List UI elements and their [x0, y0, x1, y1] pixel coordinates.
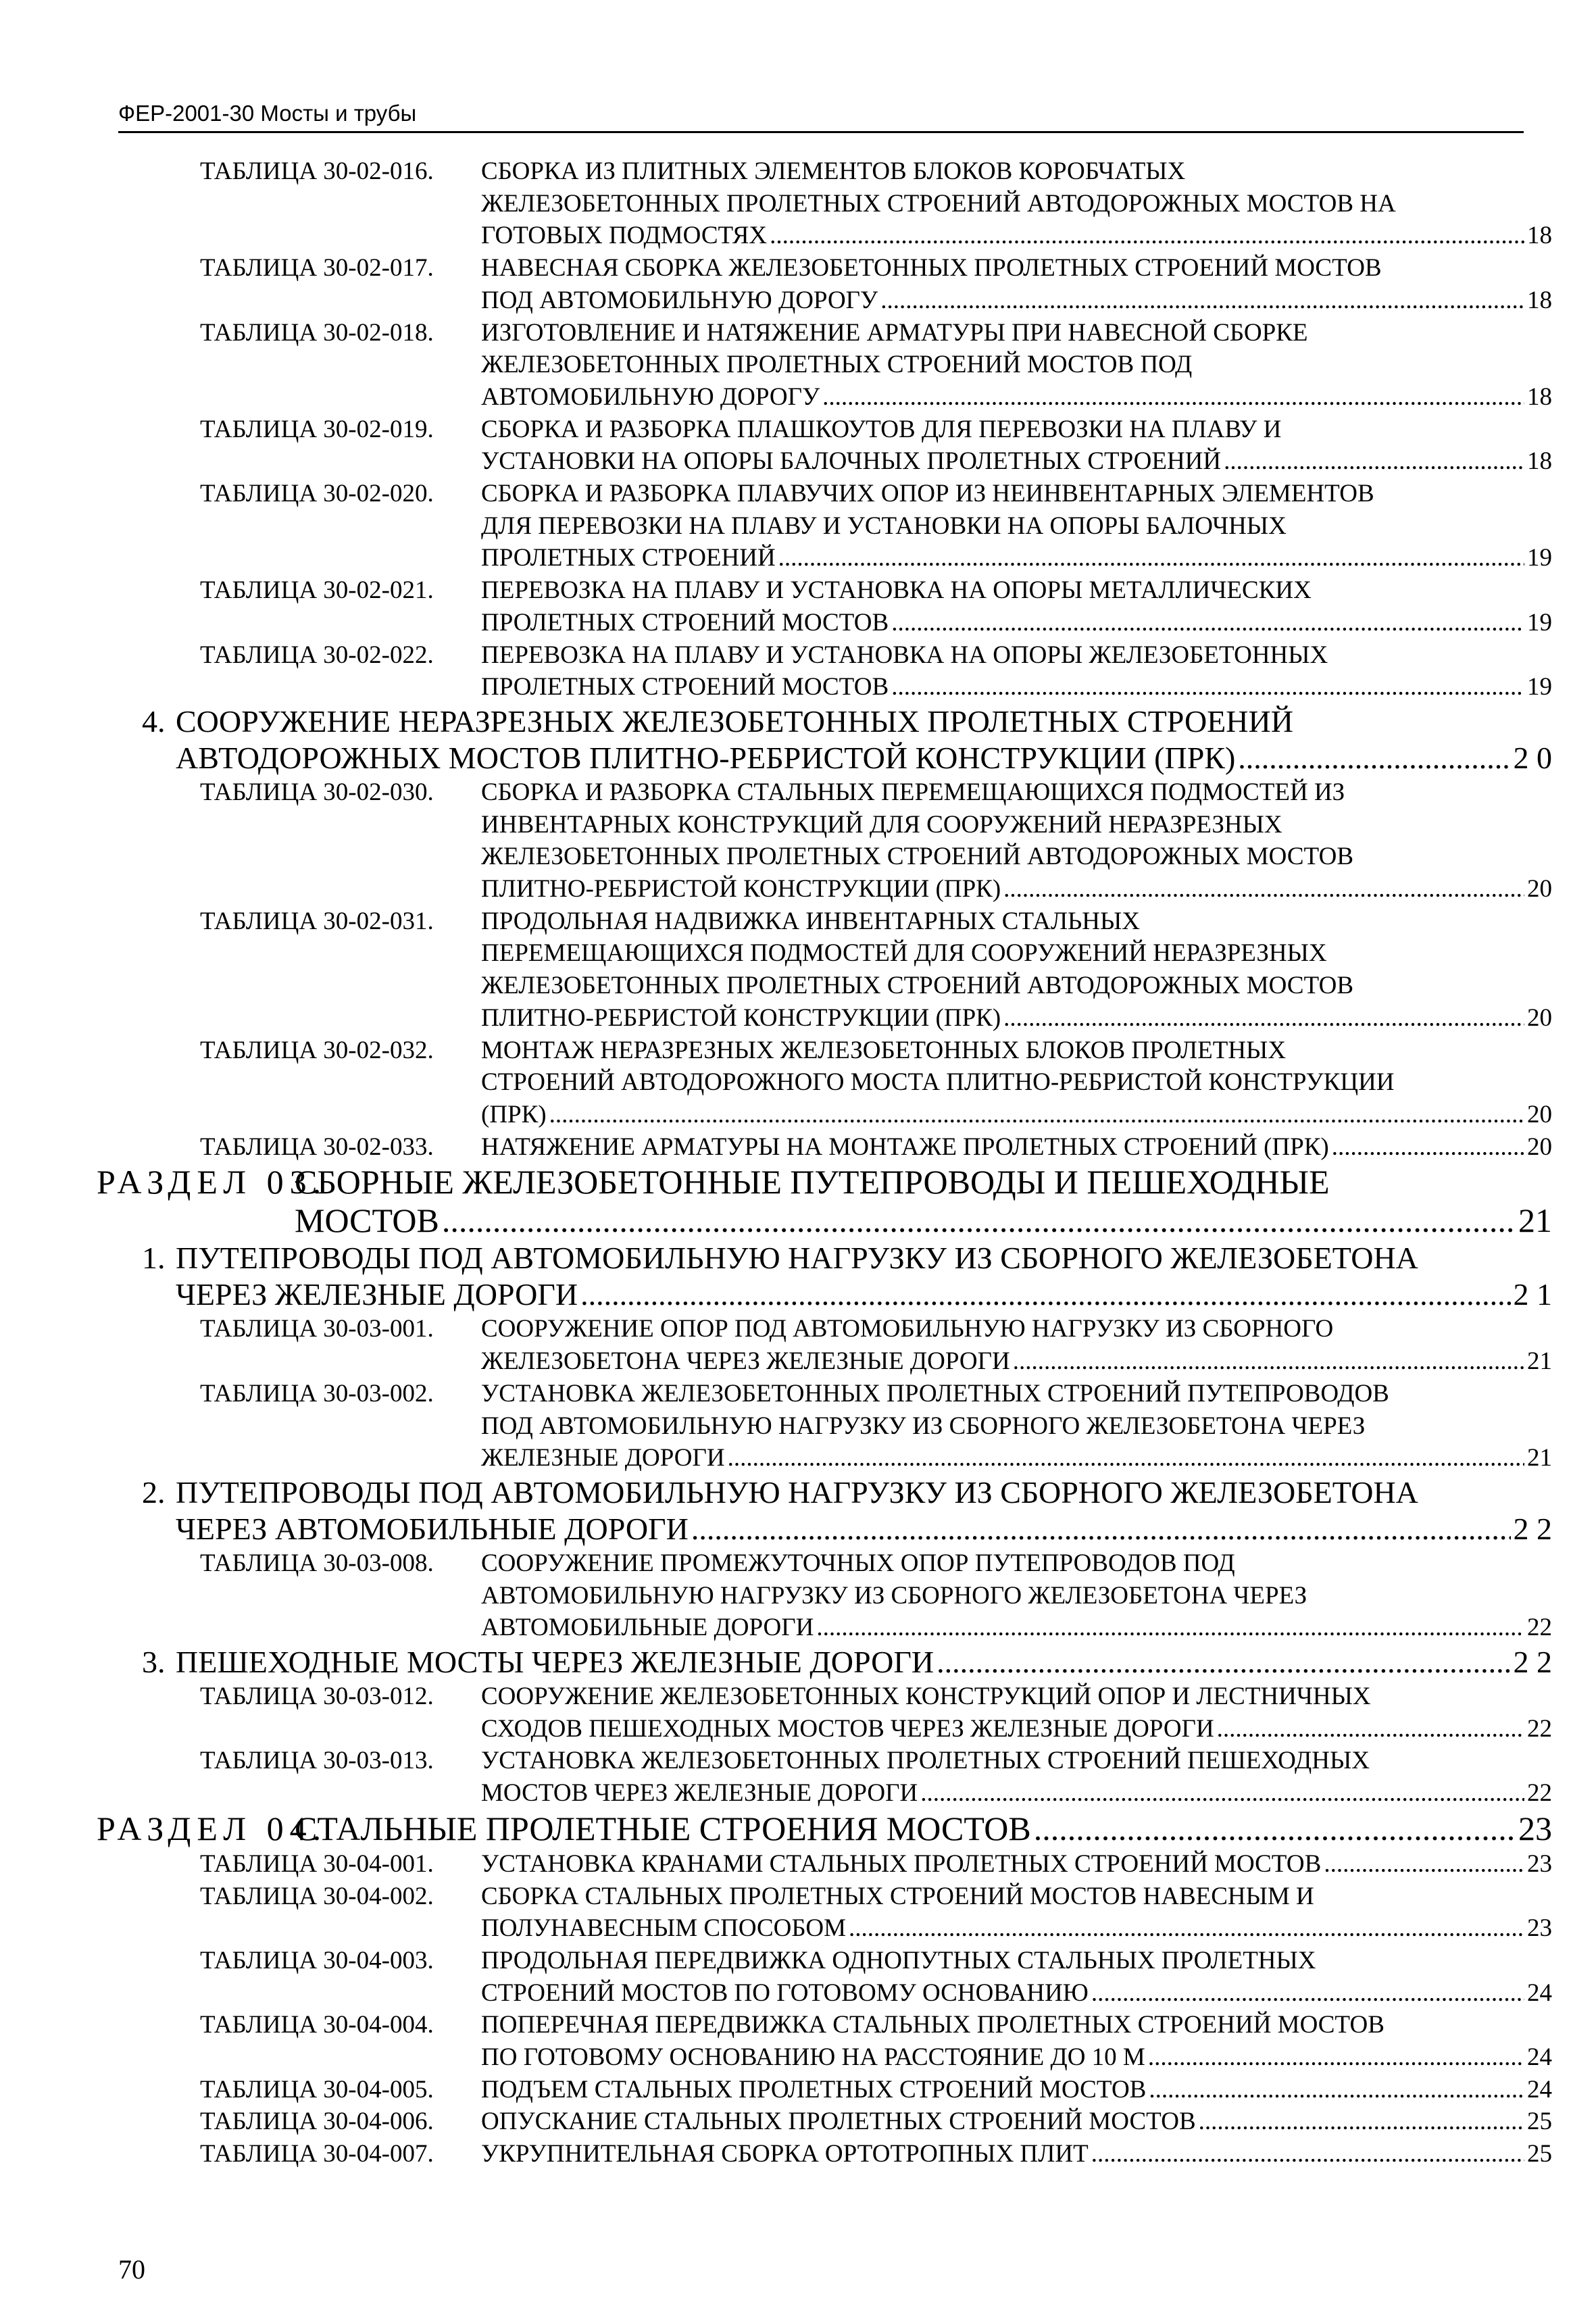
entry-page-number: 2 1 [1513, 1277, 1552, 1312]
dot-leader [1013, 1345, 1524, 1378]
entry-leader-line [481, 1777, 1552, 1810]
entry-label: ТАБЛИЦА 30-02-018. [200, 318, 434, 347]
entry-page-number: 18 [1527, 447, 1552, 476]
entry-page-number: 25 [1527, 2108, 1552, 2136]
table-of-contents [0, 155, 1596, 2170]
entry-page-number: 24 [1527, 2043, 1552, 2072]
toc-table-entry [0, 905, 1552, 1035]
entry-title-line: СБОРКА ИЗ ПЛИТНЫХ ЭЛЕМЕНТОВ БЛОКОВ КОРОБЧАТЫХ [481, 157, 1186, 185]
toc-table-entry [0, 639, 1552, 703]
entry-title-line: АВТОМОБИЛЬНУЮ ДОРОГУ [481, 382, 820, 411]
entry-title-line: ОПУСКАНИЕ СТАЛЬНЫХ ПРОЛЕТНЫХ СТРОЕНИЙ МОСТОВ [481, 2108, 1196, 2136]
entry-page-number: 23 [1527, 1849, 1552, 1878]
dot-leader [880, 284, 1524, 317]
toc-table-entry [0, 1035, 1552, 1131]
entry-label: ТАБЛИЦА 30-03-012. [200, 1683, 434, 1711]
entry-leader-line [481, 2074, 1552, 2106]
entry-page-number: 22 [1527, 1714, 1552, 1743]
entry-leader-line [481, 445, 1552, 478]
entry-title-line: ПУТЕПРОВОДЫ ПОД АВТОМОБИЛЬНУЮ НАГРУЗКУ ИЗ СБОРНОГО ЖЕЛЕЗОБЕТОНА [176, 1474, 1418, 1510]
entry-page-number: 22 [1527, 1779, 1552, 1808]
dot-leader [1324, 1848, 1524, 1881]
dot-leader [937, 1644, 1510, 1681]
dot-leader [849, 1912, 1524, 1945]
entry-title-line: ЖЕЛЕЗНЫЕ ДОРОГИ [481, 1444, 725, 1472]
dot-leader [1238, 740, 1510, 776]
dot-leader [549, 1099, 1524, 1131]
dot-leader [1217, 1713, 1524, 1745]
entry-page-number: 2 0 [1513, 740, 1552, 775]
dot-leader [1034, 1810, 1516, 1848]
entry-page-number: 22 [1527, 1614, 1552, 1642]
entry-label: ТАБЛИЦА 30-02-021. [200, 576, 434, 605]
entry-title-line: СООРУЖЕНИЕ ОПОР ПОД АВТОМОБИЛЬНУЮ НАГРУЗКУ ИЗ СБОРНОГО [481, 1315, 1334, 1343]
entry-title-line: АВТОДОРОЖНЫХ МОСТОВ ПЛИТНО-РЕБРИСТОЙ КОНСТРУКЦИИ (ПРК) [176, 740, 1236, 775]
dot-leader [1091, 1977, 1524, 2010]
entry-title-line: ПРОЛЕТНЫХ СТРОЕНИЙ МОСТОВ [481, 673, 889, 701]
entry-leader-line [481, 1345, 1552, 1378]
entry-label: ТАБЛИЦА 30-04-004. [200, 2011, 434, 2039]
entry-title-line: ЖЕЛЕЗОБЕТОННЫХ ПРОЛЕТНЫХ СТРОЕНИЙ МОСТОВ ПОД [481, 351, 1193, 379]
dot-leader [770, 220, 1524, 252]
entry-title-line: СООРУЖЕНИЕ ПРОМЕЖУТОЧНЫХ ОПОР ПУТЕПРОВОДОВ ПОД [481, 1549, 1235, 1577]
entry-title-line: ЖЕЛЕЗОБЕТОННЫХ ПРОЛЕТНЫХ СТРОЕНИЙ АВТОДОРОЖНЫХ МОСТОВ [481, 843, 1354, 871]
dot-leader [1003, 1002, 1524, 1035]
entry-label: ТАБЛИЦА 30-02-022. [200, 641, 434, 669]
running-header: ФЕР-2001-30 Мосты и трубы [118, 100, 1524, 133]
entry-leader-line [481, 1099, 1552, 1131]
entry-label: ТАБЛИЦА 30-03-008. [200, 1549, 434, 1577]
toc-table-entry [0, 2106, 1552, 2138]
entry-title-line: ИНВЕНТАРНЫХ КОНСТРУКЦИЙ ДЛЯ СООРУЖЕНИЙ НЕРАЗРЕЗНЫХ [481, 810, 1282, 839]
entry-leader-line [481, 284, 1552, 317]
entry-title-line: УКРУПНИТЕЛЬНАЯ СБОРКА ОРТОТРОПНЫХ ПЛИТ [481, 2140, 1089, 2168]
entry-title-line: СБОРКА СТАЛЬНЫХ ПРОЛЕТНЫХ СТРОЕНИЙ МОСТОВ НАВЕСНЫМ И [481, 1882, 1314, 1910]
entry-label: ТАБЛИЦА 30-04-001. [200, 1849, 434, 1878]
entry-leader-line [481, 1612, 1552, 1644]
dot-leader [1224, 445, 1524, 478]
dot-leader [1332, 1131, 1524, 1164]
entry-page-number: 23 [1518, 1809, 1552, 1847]
dot-leader [1149, 2074, 1524, 2106]
entry-title-line: ПО ГОТОВОМУ ОСНОВАНИЮ НА РАССТОЯНИЕ ДО 10 М [481, 2043, 1145, 2072]
entry-label: РАЗДЕЛ 04. [97, 1809, 328, 1847]
entry-title-line: ЧЕРЕЗ АВТОМОБИЛЬНЫЕ ДОРОГИ [176, 1511, 689, 1546]
entry-label: ТАБЛИЦА 30-02-033. [200, 1132, 434, 1161]
entry-leader-line [481, 671, 1552, 703]
toc-table-entry [0, 1681, 1552, 1745]
entry-title-line: ПРОДОЛЬНАЯ НАДВИЖКА ИНВЕНТАРНЫХ СТАЛЬНЫХ [481, 907, 1140, 935]
dot-leader [580, 1276, 1510, 1313]
entry-label: ТАБЛИЦА 30-03-002. [200, 1379, 434, 1408]
entry-title-line: УСТАНОВКА КРАНАМИ СТАЛЬНЫХ ПРОЛЕТНЫХ СТРОЕНИЙ МОСТОВ [481, 1849, 1322, 1878]
entry-page-number: 21 [1518, 1201, 1552, 1240]
toc-table-entry [0, 252, 1552, 316]
entry-label: ТАБЛИЦА 30-04-007. [200, 2140, 434, 2168]
toc-table-entry [0, 1745, 1552, 1809]
dot-leader [442, 1201, 1516, 1240]
entry-label: ТАБЛИЦА 30-04-002. [200, 1882, 434, 1910]
entry-title-line: НАТЯЖЕНИЕ АРМАТУРЫ НА МОНТАЖЕ ПРОЛЕТНЫХ СТРОЕНИЙ (ПРК) [481, 1132, 1329, 1161]
entry-label: 1. [142, 1241, 166, 1276]
entry-label: ТАБЛИЦА 30-03-013. [200, 1747, 434, 1775]
entry-title-line: МОСТОВ ЧЕРЕЗ ЖЕЛЕЗНЫЕ ДОРОГИ [481, 1779, 918, 1808]
entry-page-number: 2 2 [1513, 1511, 1552, 1546]
entry-title-line: ЖЕЛЕЗОБЕТОНА ЧЕРЕЗ ЖЕЛЕЗНЫЕ ДОРОГИ [481, 1347, 1010, 1376]
toc-table-entry [0, 478, 1552, 574]
entry-title-line: ЖЕЛЕЗОБЕТОННЫХ ПРОЛЕТНЫХ СТРОЕНИЙ АВТОДОРОЖНЫХ МОСТОВ НА [481, 189, 1396, 218]
entry-leader-line [176, 740, 1552, 776]
entry-leader-line [481, 2106, 1552, 2138]
toc-section-entry [0, 1810, 1552, 1848]
entry-title-line: (ПРК) [481, 1100, 547, 1128]
dot-leader [728, 1442, 1524, 1474]
entry-leader-line [481, 1977, 1552, 2010]
entry-title-line: ПЛИТНО-РЕБРИСТОЙ КОНСТРУКЦИИ (ПРК) [481, 1003, 1001, 1032]
dot-leader [1003, 873, 1524, 905]
toc-table-entry [0, 2138, 1552, 2170]
entry-title-line: СБОРКА И РАЗБОРКА ПЛАВУЧИХ ОПОР ИЗ НЕИНВЕНТАРНЫХ ЭЛЕМЕНТОВ [481, 480, 1374, 508]
dot-leader [920, 1777, 1524, 1810]
dot-leader [816, 1612, 1524, 1644]
entry-page-number: 20 [1527, 875, 1552, 903]
entry-title-line: ПЛИТНО-РЕБРИСТОЙ КОНСТРУКЦИИ (ПРК) [481, 875, 1001, 903]
entry-title-line: УСТАНОВКА ЖЕЛЕЗОБЕТОННЫХ ПРОЛЕТНЫХ СТРОЕНИЙ ПЕШЕХОДНЫХ [481, 1747, 1370, 1775]
entry-title-line: НАВЕСНАЯ СБОРКА ЖЕЛЕЗОБЕТОННЫХ ПРОЛЕТНЫХ СТРОЕНИЙ МОСТОВ [481, 254, 1382, 282]
entry-title-line: АВТОМОБИЛЬНЫЕ ДОРОГИ [481, 1614, 814, 1642]
entry-title-line: ПУТЕПРОВОДЫ ПОД АВТОМОБИЛЬНУЮ НАГРУЗКУ ИЗ СБОРНОГО ЖЕЛЕЗОБЕТОНА [176, 1241, 1418, 1276]
entry-page-number: 18 [1527, 286, 1552, 314]
entry-title-line: АВТОМОБИЛЬНУЮ НАГРУЗКУ ИЗ СБОРНОГО ЖЕЛЕЗОБЕТОНА ЧЕРЕЗ [481, 1581, 1307, 1610]
entry-title-line: ПРОЛЕТНЫХ СТРОЕНИЙ [481, 544, 776, 572]
entry-title-line: МОНТАЖ НЕРАЗРЕЗНЫХ ЖЕЛЕЗОБЕТОННЫХ БЛОКОВ ПРОЛЕТНЫХ [481, 1036, 1287, 1064]
entry-leader-line [481, 1848, 1552, 1881]
toc-table-entry [0, 1945, 1552, 2009]
entry-leader-line [481, 873, 1552, 905]
entry-page-number: 21 [1527, 1444, 1552, 1472]
entry-title-line: ПОД АВТОМОБИЛЬНУЮ НАГРУЗКУ ИЗ СБОРНОГО ЖЕЛЕЗОБЕТОНА ЧЕРЕЗ [481, 1412, 1366, 1440]
entry-label: ТАБЛИЦА 30-02-032. [200, 1036, 434, 1064]
entry-title-line: СХОДОВ ПЕШЕХОДНЫХ МОСТОВ ЧЕРЕЗ ЖЕЛЕЗНЫЕ ДОРОГИ [481, 1714, 1214, 1743]
entry-title-line: ПЕШЕХОДНЫЕ МОСТЫ ЧЕРЕЗ ЖЕЛЕЗНЫЕ ДОРОГИ [176, 1645, 934, 1680]
entry-label: 3. [142, 1645, 166, 1680]
toc-table-entry [0, 414, 1552, 478]
entry-title-line: ПРОДОЛЬНАЯ ПЕРЕДВИЖКА ОДНОПУТНЫХ СТАЛЬНЫХ ПРОЛЕТНЫХ [481, 1946, 1316, 1974]
entry-label: ТАБЛИЦА 30-04-005. [200, 2075, 434, 2104]
toc-table-entry [0, 1378, 1552, 1474]
entry-leader-line [481, 1002, 1552, 1035]
toc-subsection-entry [0, 1240, 1552, 1313]
dot-leader [691, 1511, 1511, 1547]
entry-page-number: 18 [1527, 222, 1552, 250]
entry-page-number: 2 2 [1513, 1645, 1552, 1680]
toc-section-entry [0, 1163, 1552, 1240]
entry-title-line: ПЕРЕВОЗКА НА ПЛАВУ И УСТАНОВКА НА ОПОРЫ МЕТАЛЛИЧЕСКИХ [481, 576, 1312, 605]
entry-label: ТАБЛИЦА 30-02-031. [200, 907, 434, 935]
entry-label: ТАБЛИЦА 30-03-001. [200, 1315, 434, 1343]
entry-title-line: УСТАНОВКИ НА ОПОРЫ БАЛОЧНЫХ ПРОЛЕТНЫХ СТРОЕНИЙ [481, 447, 1222, 476]
entry-label: РАЗДЕЛ 03. [97, 1163, 328, 1201]
entry-leader-line [481, 1442, 1552, 1474]
toc-table-entry [0, 776, 1552, 905]
toc-table-entry [0, 1313, 1552, 1377]
entry-title-line: ПРОЛЕТНЫХ СТРОЕНИЙ МОСТОВ [481, 608, 889, 637]
toc-table-entry [0, 155, 1552, 252]
entry-leader-line [481, 542, 1552, 574]
toc-table-entry [0, 574, 1552, 639]
entry-leader-line [481, 2041, 1552, 2074]
toc-table-entry [0, 1131, 1552, 1164]
toc-subsection-entry [0, 1474, 1552, 1547]
toc-subsection-entry [0, 1644, 1552, 1681]
entry-label: 4. [142, 703, 166, 739]
entry-title-line: УСТАНОВКА ЖЕЛЕЗОБЕТОННЫХ ПРОЛЕТНЫХ СТРОЕНИЙ ПУТЕПРОВОДОВ [481, 1379, 1389, 1408]
entry-page-number: 19 [1527, 608, 1552, 637]
toc-table-entry [0, 1881, 1552, 1945]
dot-leader [822, 381, 1524, 414]
entry-page-number: 24 [1527, 1978, 1552, 2007]
dot-leader [1199, 2106, 1524, 2138]
page-number: 70 [118, 2254, 145, 2285]
entry-title-line: ПОПЕРЕЧНАЯ ПЕРЕДВИЖКА СТАЛЬНЫХ ПРОЛЕТНЫХ СТРОЕНИЙ МОСТОВ [481, 2011, 1385, 2039]
entry-page-number: 20 [1527, 1132, 1552, 1161]
entry-leader-line [176, 1644, 1552, 1681]
entry-title-line: ПОД АВТОМОБИЛЬНУЮ ДОРОГУ [481, 286, 878, 314]
entry-title-line: ГОТОВЫХ ПОДМОСТЯХ [481, 222, 768, 250]
entry-leader-line [481, 381, 1552, 414]
entry-page-number: 21 [1527, 1347, 1552, 1376]
dot-leader [1148, 2041, 1524, 2074]
entry-title-line: ПОДЪЕМ СТАЛЬНЫХ ПРОЛЕТНЫХ СТРОЕНИЙ МОСТОВ [481, 2075, 1147, 2104]
toc-subsection-entry [0, 703, 1552, 776]
entry-leader-line [481, 607, 1552, 639]
entry-title-line: ЖЕЛЕЗОБЕТОННЫХ ПРОЛЕТНЫХ СТРОЕНИЙ АВТОДОРОЖНЫХ МОСТОВ [481, 972, 1354, 1000]
entry-title-line: ПОЛУНАВЕСНЫМ СПОСОБОМ [481, 1914, 847, 1943]
entry-label: ТАБЛИЦА 30-02-017. [200, 254, 434, 282]
entry-leader-line [481, 1131, 1552, 1164]
entry-page-number: 20 [1527, 1100, 1552, 1128]
entry-label: 2. [142, 1474, 166, 1510]
entry-leader-line [481, 2138, 1552, 2170]
entry-title-line: СБОРКА И РАЗБОРКА ПЛАШКОУТОВ ДЛЯ ПЕРЕВОЗКИ НА ПЛАВУ И [481, 415, 1282, 443]
entry-title-line: ПЕРЕМЕЩАЮЩИХСЯ ПОДМОСТЕЙ ДЛЯ СООРУЖЕНИЙ НЕРАЗРЕЗНЫХ [481, 939, 1327, 968]
toc-table-entry [0, 2009, 1552, 2073]
entry-leader-line [481, 220, 1552, 252]
entry-title-line: ДЛЯ ПЕРЕВОЗКИ НА ПЛАВУ И УСТАНОВКИ НА ОПОРЫ БАЛОЧНЫХ [481, 512, 1287, 540]
entry-title-line: МОСТОВ [295, 1201, 439, 1240]
entry-title-line: СТРОЕНИЙ МОСТОВ ПО ГОТОВОМУ ОСНОВАНИЮ [481, 1978, 1089, 2007]
entry-label: ТАБЛИЦА 30-02-020. [200, 480, 434, 508]
entry-title-line: СТАЛЬНЫЕ ПРОЛЕТНЫЕ СТРОЕНИЯ МОСТОВ [295, 1809, 1031, 1847]
entry-leader-line [295, 1201, 1552, 1240]
entry-label: ТАБЛИЦА 30-04-006. [200, 2108, 434, 2136]
entry-title-line: СООРУЖЕНИЕ ЖЕЛЕЗОБЕТОННЫХ КОНСТРУКЦИЙ ОПОР И ЛЕСТНИЧНЫХ [481, 1683, 1371, 1711]
entry-leader-line [481, 1912, 1552, 1945]
entry-leader-line [295, 1810, 1552, 1848]
entry-title-line: СТРОЕНИЙ АВТОДОРОЖНОГО МОСТА ПЛИТНО-РЕБРИСТОЙ КОНСТРУКЦИИ [481, 1068, 1395, 1097]
entry-title-line: ИЗГОТОВЛЕНИЕ И НАТЯЖЕНИЕ АРМАТУРЫ ПРИ НАВЕСНОЙ СБОРКЕ [481, 318, 1308, 347]
entry-label: ТАБЛИЦА 30-02-016. [200, 157, 434, 185]
entry-title-line: ЧЕРЕЗ ЖЕЛЕЗНЫЕ ДОРОГИ [176, 1277, 578, 1312]
entry-leader-line [176, 1276, 1552, 1313]
dot-leader [778, 542, 1524, 574]
entry-page-number: 25 [1527, 2140, 1552, 2168]
entry-title-line: СООРУЖЕНИЕ НЕРАЗРЕЗНЫХ ЖЕЛЕЗОБЕТОННЫХ ПРОЛЕТНЫХ СТРОЕНИЙ [176, 703, 1293, 739]
dot-leader [891, 607, 1524, 639]
entry-page-number: 19 [1527, 673, 1552, 701]
toc-table-entry [0, 2074, 1552, 2106]
dot-leader [891, 671, 1524, 703]
entry-label: ТАБЛИЦА 30-04-003. [200, 1946, 434, 1974]
entry-label: ТАБЛИЦА 30-02-019. [200, 415, 434, 443]
entry-leader-line [481, 1713, 1552, 1745]
entry-leader-line [176, 1511, 1552, 1547]
toc-table-entry [0, 1848, 1552, 1881]
toc-table-entry [0, 1547, 1552, 1644]
entry-page-number: 20 [1527, 1003, 1552, 1032]
entry-title-line: СБОРНЫЕ ЖЕЛЕЗОБЕТОННЫЕ ПУТЕПРОВОДЫ И ПЕШЕХОДНЫЕ [295, 1163, 1330, 1201]
entry-page-number: 19 [1527, 544, 1552, 572]
entry-page-number: 18 [1527, 382, 1552, 411]
entry-page-number: 24 [1527, 2075, 1552, 2104]
entry-page-number: 23 [1527, 1914, 1552, 1943]
entry-title-line: СБОРКА И РАЗБОРКА СТАЛЬНЫХ ПЕРЕМЕЩАЮЩИХСЯ ПОДМОСТЕЙ ИЗ [481, 778, 1345, 806]
toc-table-entry [0, 317, 1552, 414]
dot-leader [1091, 2138, 1524, 2170]
entry-title-line: ПЕРЕВОЗКА НА ПЛАВУ И УСТАНОВКА НА ОПОРЫ ЖЕЛЕЗОБЕТОННЫХ [481, 641, 1328, 669]
entry-label: ТАБЛИЦА 30-02-030. [200, 778, 434, 806]
